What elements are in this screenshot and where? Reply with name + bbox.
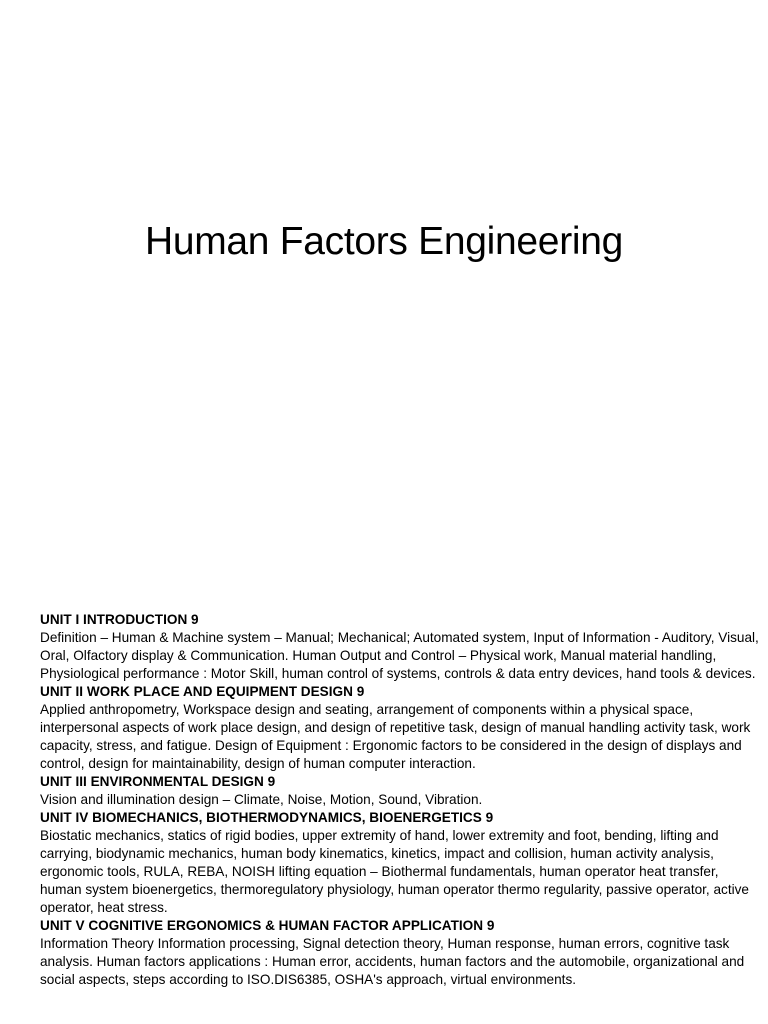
unit-2-heading: UNIT II WORK PLACE AND EQUIPMENT DESIGN 9 xyxy=(40,684,365,699)
unit-3-body: Vision and illumination design – Climate, Noise, Motion, Sound, Vibration. xyxy=(40,792,483,807)
syllabus-content xyxy=(40,611,760,989)
unit-5-body: Information Theory Information processing, Signal detection theory, Human response, human errors, cognitive task analysis. Human factors applications : Human error, accidents, human factors and the automobile, organizational and social aspects, steps according to ISO.DIS6385, OSHA's approach, virtual environments. xyxy=(40,936,745,987)
page-title: Human Factors Engineering xyxy=(144,220,624,263)
unit-1-body: Definition – Human & Machine system – Manual; Mechanical; Automated system, Input of Information - Auditory, Visual, Oral, Olfactory display & Communication. Human Output and Control – Physical work, Manual material handling, Physiological performance : Motor Skill, human control of systems, controls & data entry devices, hand tools & devices. xyxy=(40,630,759,681)
unit-3-heading: UNIT III ENVIRONMENTAL DESIGN 9 xyxy=(40,774,276,789)
unit-4-heading: UNIT IV BIOMECHANICS, BIOTHERMODYNAMICS, BIOENERGETICS 9 xyxy=(40,810,494,825)
unit-5-heading: UNIT V COGNITIVE ERGONOMICS & HUMAN FACTOR APPLICATION 9 xyxy=(40,918,495,933)
unit-1-heading: UNIT I INTRODUCTION 9 xyxy=(40,612,199,627)
unit-4-body: Biostatic mechanics, statics of rigid bodies, upper extremity of hand, lower extremity and foot, bending, lifting and carrying, biodynamic mechanics, human body kinematics, kinetics, impact and collision, human activity analysis, ergonomic tools, RULA, REBA, NOISH lifting equation – Biothermal fundamentals, human operator heat transfer, human system bioenergetics, thermoregulatory physiology, human operator thermo regularity, passive operator, active operator, heat stress. xyxy=(40,828,749,915)
unit-2-body: Applied anthropometry, Workspace design and seating, arrangement of components within a physical space, interpersonal aspects of work place design, and design of repetitive task, design of manual handling activity task, work capacity, stress, and fatigue. Design of Equipment : Ergonomic factors to be considered in the design of displays and control, design for maintainability, design of human computer interaction. xyxy=(40,702,751,771)
